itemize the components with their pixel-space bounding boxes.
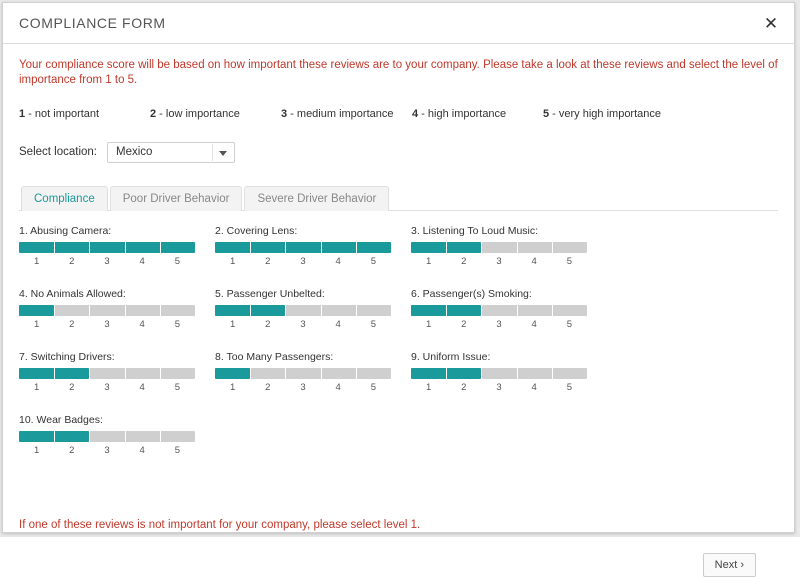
slider-scale-label: 4 <box>139 318 145 330</box>
legend-number: 3 <box>281 107 288 120</box>
legend-text: - very high importance <box>549 107 662 120</box>
close-icon[interactable]: ✕ <box>763 13 779 33</box>
legend-text: - low importance <box>156 107 240 120</box>
intro-text: Your compliance score will be based on how important these reviews are to your company. Please take a look at these reviews and select the level of importance from 1 to 5. <box>19 59 778 86</box>
slider-tick <box>321 242 322 253</box>
review-item-label: 1. Abusing Camera: <box>19 224 112 237</box>
slider-tick <box>446 305 447 316</box>
slider-scale-label: 3 <box>300 255 306 267</box>
slider-scale <box>19 319 195 333</box>
slider-tick <box>250 368 251 379</box>
slider-tick <box>552 368 553 379</box>
review-item-label: 7. Switching Drivers: <box>19 350 115 363</box>
slider-tick <box>321 305 322 316</box>
slider-scale <box>215 256 391 270</box>
slider-tick <box>125 242 126 253</box>
footer-note: If one of these reviews is not important for your company, please select level 1. <box>19 518 421 531</box>
slider-scale-label: 4 <box>335 381 341 393</box>
slider-scale-label: 4 <box>139 381 145 393</box>
legend-item <box>150 108 281 120</box>
legend-number: 1 <box>19 107 26 120</box>
review-item-label: 10. Wear Badges: <box>19 413 103 426</box>
legend-item <box>19 108 150 120</box>
slider-scale-label: 1 <box>425 318 432 330</box>
review-item <box>411 351 607 396</box>
importance-slider[interactable] <box>215 305 391 316</box>
slider-fill <box>215 368 250 379</box>
slider-scale-label: 4 <box>139 255 145 267</box>
tab-severe-driver-behavior[interactable]: Severe Driver Behavior <box>244 186 389 211</box>
slider-scale-label: 3 <box>300 381 306 393</box>
tab-bar <box>19 185 778 211</box>
slider-scale-label: 5 <box>174 318 181 330</box>
slider-scale-label: 2 <box>265 381 271 393</box>
slider-tick <box>446 242 447 253</box>
review-item <box>215 351 411 396</box>
slider-tick <box>125 431 126 442</box>
review-item <box>215 225 411 270</box>
slider-scale <box>411 382 587 396</box>
importance-slider[interactable] <box>19 431 195 442</box>
slider-scale <box>411 256 587 270</box>
legend-item <box>412 108 543 120</box>
slider-tick <box>552 242 553 253</box>
page-title: COMPLIANCE FORM <box>19 15 166 31</box>
slider-tick <box>160 305 161 316</box>
slider-tick <box>356 305 357 316</box>
slider-tick <box>89 431 90 442</box>
slider-tick <box>446 368 447 379</box>
slider-scale-label: 2 <box>265 318 271 330</box>
slider-tick <box>356 242 357 253</box>
slider-scale-label: 1 <box>229 318 236 330</box>
slider-tick <box>89 242 90 253</box>
slider-tick <box>250 242 251 253</box>
slider-scale-label: 2 <box>461 255 467 267</box>
tab-compliance[interactable]: Compliance <box>21 186 108 211</box>
review-items-grid <box>19 225 778 477</box>
modal-body <box>3 58 794 577</box>
review-item <box>19 414 215 459</box>
slider-scale-label: 5 <box>370 255 377 267</box>
importance-slider[interactable] <box>19 305 195 316</box>
review-item <box>19 351 215 396</box>
slider-scale-label: 5 <box>174 444 181 456</box>
legend-item <box>281 108 412 120</box>
legend-number: 2 <box>150 107 157 120</box>
slider-scale-label: 5 <box>174 381 181 393</box>
review-item <box>19 225 215 270</box>
legend-item <box>543 108 674 120</box>
slider-scale-label: 5 <box>174 255 181 267</box>
slider-tick <box>250 305 251 316</box>
slider-scale-label: 3 <box>104 255 110 267</box>
select-divider <box>212 144 213 161</box>
slider-tick <box>285 305 286 316</box>
slider-scale <box>215 319 391 333</box>
location-row <box>19 142 778 163</box>
footer-actions <box>19 553 778 577</box>
slider-scale-label: 3 <box>496 381 502 393</box>
slider-scale-label: 1 <box>33 381 40 393</box>
chevron-down-icon <box>219 151 227 156</box>
review-item-label: 9. Uniform Issue: <box>411 350 491 363</box>
slider-scale-label: 2 <box>69 318 75 330</box>
legend-number: 5 <box>543 107 550 120</box>
location-label: Select location: <box>19 146 97 159</box>
review-item <box>411 288 607 333</box>
review-item-label: 5. Passenger Unbelted: <box>215 287 325 300</box>
slider-scale-label: 3 <box>104 444 110 456</box>
importance-slider[interactable] <box>411 368 587 379</box>
slider-tick <box>321 368 322 379</box>
next-button[interactable]: Next › <box>703 553 756 577</box>
slider-tick <box>285 368 286 379</box>
slider-scale-label: 2 <box>69 255 75 267</box>
importance-slider[interactable] <box>215 242 391 253</box>
slider-tick <box>356 368 357 379</box>
slider-fill <box>19 242 195 253</box>
slider-tick <box>517 242 518 253</box>
slider-scale-label: 4 <box>335 318 341 330</box>
legend-text: - not important <box>25 107 100 120</box>
slider-scale-label: 3 <box>104 381 110 393</box>
slider-scale <box>19 256 195 270</box>
review-item <box>19 288 215 333</box>
slider-tick <box>481 368 482 379</box>
slider-scale <box>19 382 195 396</box>
slider-tick <box>517 305 518 316</box>
slider-scale-label: 5 <box>370 318 377 330</box>
slider-scale-label: 1 <box>33 318 40 330</box>
slider-tick <box>125 368 126 379</box>
slider-tick <box>54 431 55 442</box>
slider-tick <box>54 305 55 316</box>
slider-scale-label: 1 <box>425 255 432 267</box>
slider-scale-label: 2 <box>69 381 75 393</box>
slider-scale-label: 4 <box>335 255 341 267</box>
review-item-label: 6. Passenger(s) Smoking: <box>411 287 532 300</box>
review-item-label: 4. No Animals Allowed: <box>19 287 126 300</box>
importance-slider[interactable] <box>411 242 587 253</box>
review-item <box>411 225 607 270</box>
slider-scale-label: 1 <box>33 444 40 456</box>
slider-scale-label: 5 <box>370 381 377 393</box>
slider-tick <box>481 242 482 253</box>
slider-scale-label: 3 <box>104 318 110 330</box>
slider-scale-label: 5 <box>566 318 573 330</box>
slider-scale-label: 4 <box>531 255 537 267</box>
slider-tick <box>160 431 161 442</box>
slider-scale-label: 5 <box>566 381 573 393</box>
review-item-label: 2. Covering Lens: <box>215 224 298 237</box>
importance-legend <box>19 108 778 120</box>
compliance-form-modal <box>2 2 795 571</box>
slider-scale-label: 5 <box>566 255 573 267</box>
slider-scale-label: 2 <box>461 381 467 393</box>
importance-slider[interactable] <box>19 368 195 379</box>
slider-scale-label: 1 <box>229 381 236 393</box>
slider-scale-label: 4 <box>531 318 537 330</box>
slider-tick <box>481 305 482 316</box>
review-item-label: 8. Too Many Passengers: <box>215 350 334 363</box>
slider-scale-label: 3 <box>300 318 306 330</box>
slider-tick <box>125 305 126 316</box>
legend-text: - medium importance <box>287 107 394 120</box>
slider-scale-label: 1 <box>33 255 40 267</box>
slider-tick <box>160 368 161 379</box>
slider-tick <box>160 242 161 253</box>
slider-scale-label: 1 <box>425 381 432 393</box>
slider-scale <box>19 445 195 459</box>
slider-fill <box>19 305 54 316</box>
location-selected-value: Mexico <box>116 146 153 159</box>
slider-scale <box>411 319 587 333</box>
review-item-label: 3. Listening To Loud Music: <box>411 224 539 237</box>
slider-scale-label: 1 <box>229 255 236 267</box>
slider-fill <box>215 242 391 253</box>
legend-text: - high importance <box>418 107 507 120</box>
slider-scale-label: 2 <box>461 318 467 330</box>
slider-tick <box>89 305 90 316</box>
importance-slider[interactable] <box>215 368 391 379</box>
slider-scale-label: 3 <box>496 318 502 330</box>
slider-scale <box>215 382 391 396</box>
location-select[interactable] <box>107 142 235 163</box>
review-item <box>215 288 411 333</box>
slider-scale-label: 4 <box>531 381 537 393</box>
slider-scale-label: 3 <box>496 255 502 267</box>
slider-scale-label: 4 <box>139 444 145 456</box>
slider-scale-label: 2 <box>69 444 75 456</box>
slider-scale-label: 2 <box>265 255 271 267</box>
legend-number: 4 <box>412 107 419 120</box>
slider-tick <box>54 242 55 253</box>
slider-tick <box>89 368 90 379</box>
slider-tick <box>54 368 55 379</box>
slider-tick <box>285 242 286 253</box>
tab-poor-driver-behavior[interactable]: Poor Driver Behavior <box>110 186 243 211</box>
modal-header <box>3 3 794 44</box>
importance-slider[interactable] <box>19 242 195 253</box>
slider-tick <box>552 305 553 316</box>
slider-tick <box>517 368 518 379</box>
importance-slider[interactable] <box>411 305 587 316</box>
